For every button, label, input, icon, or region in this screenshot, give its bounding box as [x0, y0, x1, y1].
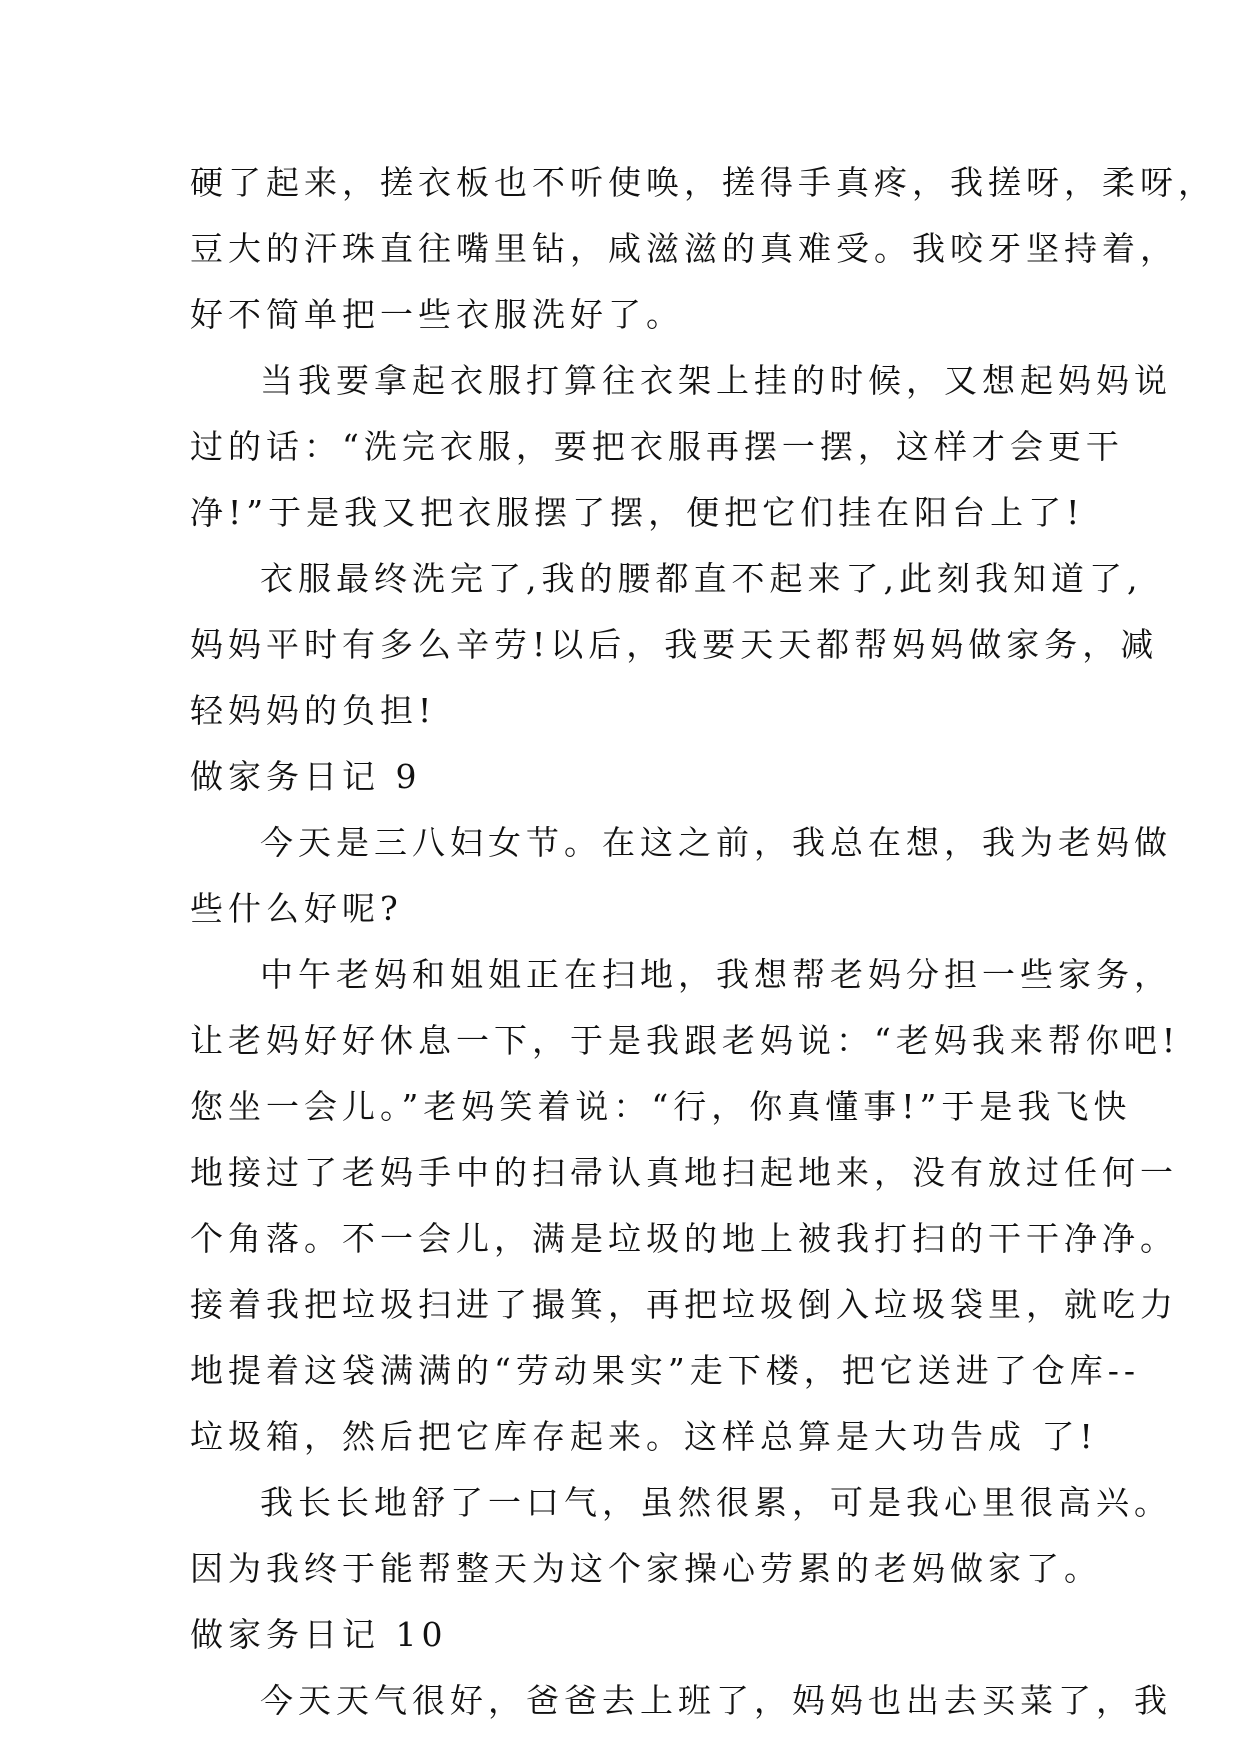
paragraph-start-line: 今天天气很好，爸爸去上班了，妈妈也出去买菜了，我	[260, 1681, 1172, 1720]
paragraph-start-line: 衣服最终洗完了,我的腰都直不起来了,此刻我知道了,	[260, 559, 1143, 598]
section-heading: 做家务日记 10	[190, 1615, 448, 1654]
paragraph-start-line: 今天是三八妇女节。在这之前，我总在想，我为老妈做	[260, 823, 1172, 862]
section-heading: 做家务日记 9	[190, 757, 422, 796]
text-line: 地提着这袋满满的“劳动果实”走下楼，把它送进了仓库--	[190, 1351, 1141, 1390]
paragraph-start-line: 中午老妈和姐姐正在扫地，我想帮老妈分担一些家务，	[260, 955, 1172, 994]
text-line: 因为我终于能帮整天为这个家操心劳累的老妈做家了。	[190, 1549, 1102, 1588]
text-line: 净!”于是我又把衣服摆了摆，便把它们挂在阳台上了!	[190, 493, 1085, 532]
text-line: 轻妈妈的负担!	[190, 691, 437, 730]
text-line: 地接过了老妈手中的扫帚认真地扫起地来，没有放过任何一	[190, 1153, 1178, 1192]
text-line: 个角落。不一会儿，满是垃圾的地上被我打扫的干干净净。	[190, 1219, 1178, 1258]
paragraph-start-line: 当我要拿起衣服打算往衣架上挂的时候，又想起妈妈说	[260, 361, 1172, 400]
paragraph-start-line: 我长长地舒了一口气，虽然很累，可是我心里很高兴。	[260, 1483, 1172, 1522]
text-line: 过的话：“洗完衣服，要把衣服再摆一摆，这样才会更干	[190, 427, 1124, 466]
text-line: 接着我把垃圾扫进了撮箕，再把垃圾倒入垃圾袋里，就吃力	[190, 1285, 1178, 1324]
text-line: 妈妈平时有多么辛劳!以后，我要天天都帮妈妈做家务，减	[190, 625, 1159, 664]
text-line: 豆大的汗珠直往嘴里钻，咸滋滋的真难受。我咬牙坚持着，	[190, 229, 1178, 268]
document-body	[190, 150, 1216, 1734]
text-line: 您坐一会儿。”老妈笑着说：“行，你真懂事!”于是我飞快	[190, 1087, 1132, 1126]
text-line: 让老妈好好休息一下，于是我跟老妈说：“老妈我来帮你吧!	[190, 1021, 1181, 1060]
text-line: 垃圾箱，然后把它库存起来。这样总算是大功告成 了!	[190, 1417, 1098, 1456]
text-line: 硬了起来，搓衣板也不听使唤，搓得手真疼，我搓呀，柔呀，	[190, 163, 1216, 202]
text-line: 好不简单把一些衣服洗好了。	[190, 295, 684, 334]
text-line: 些什么好呢?	[190, 889, 403, 928]
